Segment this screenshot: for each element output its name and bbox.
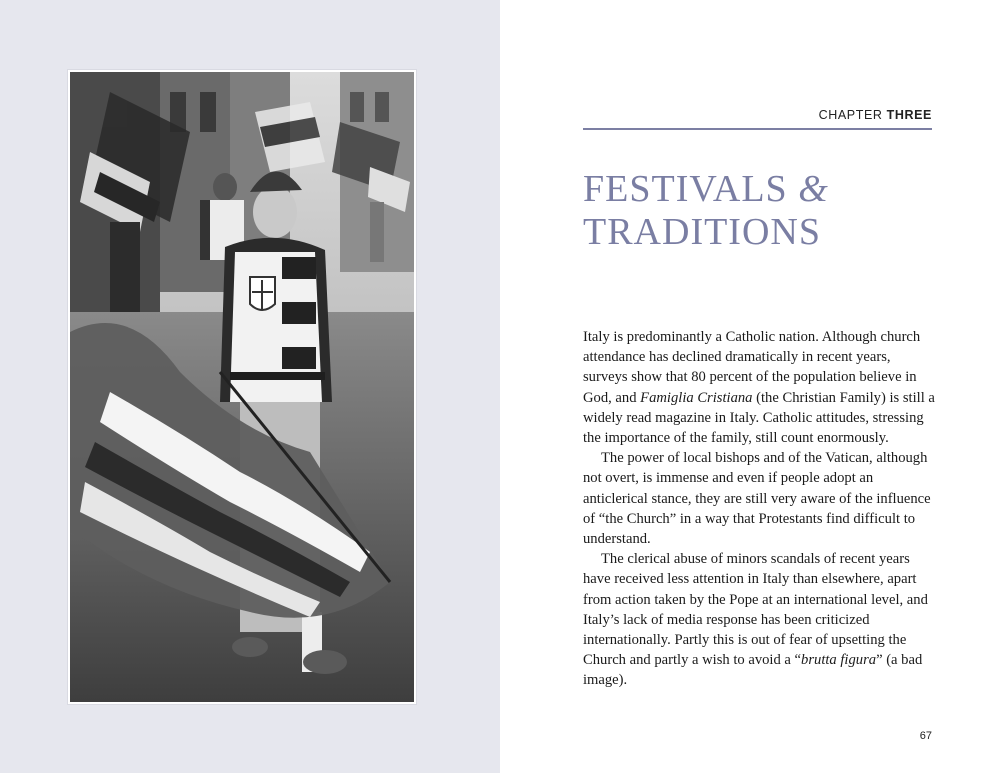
paragraph-3-part-a: The clerical abuse of minors scandals of recent years have received less attention in Italy than elsewhere, apart from action taken by the Pope at an international level, and Italy’s lack of media response has been criticized internationally. Partly this is out of fear of upsetting the Church and partly a wish to avoid a “: [583, 551, 928, 669]
paragraph-1-italic-title: Famiglia Cristiana: [640, 389, 753, 406]
chapter-title-word1: FESTIVALS: [583, 168, 788, 210]
chapter-label-number: THREE: [886, 108, 932, 122]
chapter-title: [583, 168, 829, 254]
paragraph-1-part-a: Italy is predominantly a Catholic nation. Although church attendance has declined dramatically in recent years, surveys show that 80 percent of the population believe in God, and: [583, 329, 921, 406]
festival-photo: [70, 72, 414, 702]
paragraph-2: The power of local bishops and of the Vatican, although not overt, is immense and even if people adopt an anticlerical stance, they are still very aware of the influence of “the Church” in a way that Protestants find difficult to understand.: [583, 450, 931, 548]
paragraph-1-part-c: (the Christian Family) is still a widely read magazine in Italy. Catholic attitudes, stressing the importance of the family, still count enormously.: [583, 389, 935, 447]
paragraph-3-part-c: ” (a bad image).: [583, 652, 923, 689]
paragraph-1: [583, 327, 935, 448]
paragraph-3-italic-phrase: brutta figura: [801, 652, 877, 669]
chapter-title-word2: TRADITIONS: [583, 211, 821, 253]
chapter-rule: [583, 128, 932, 130]
body-text: [583, 327, 935, 691]
page-number: 67: [919, 730, 932, 742]
chapter-title-ampersand: &: [798, 168, 829, 210]
chapter-label-prefix: CHAPTER: [818, 108, 883, 122]
chapter-label: [819, 108, 932, 122]
paragraph-3: [583, 549, 935, 690]
photo-frame: [68, 70, 416, 704]
right-page: [500, 0, 1000, 773]
